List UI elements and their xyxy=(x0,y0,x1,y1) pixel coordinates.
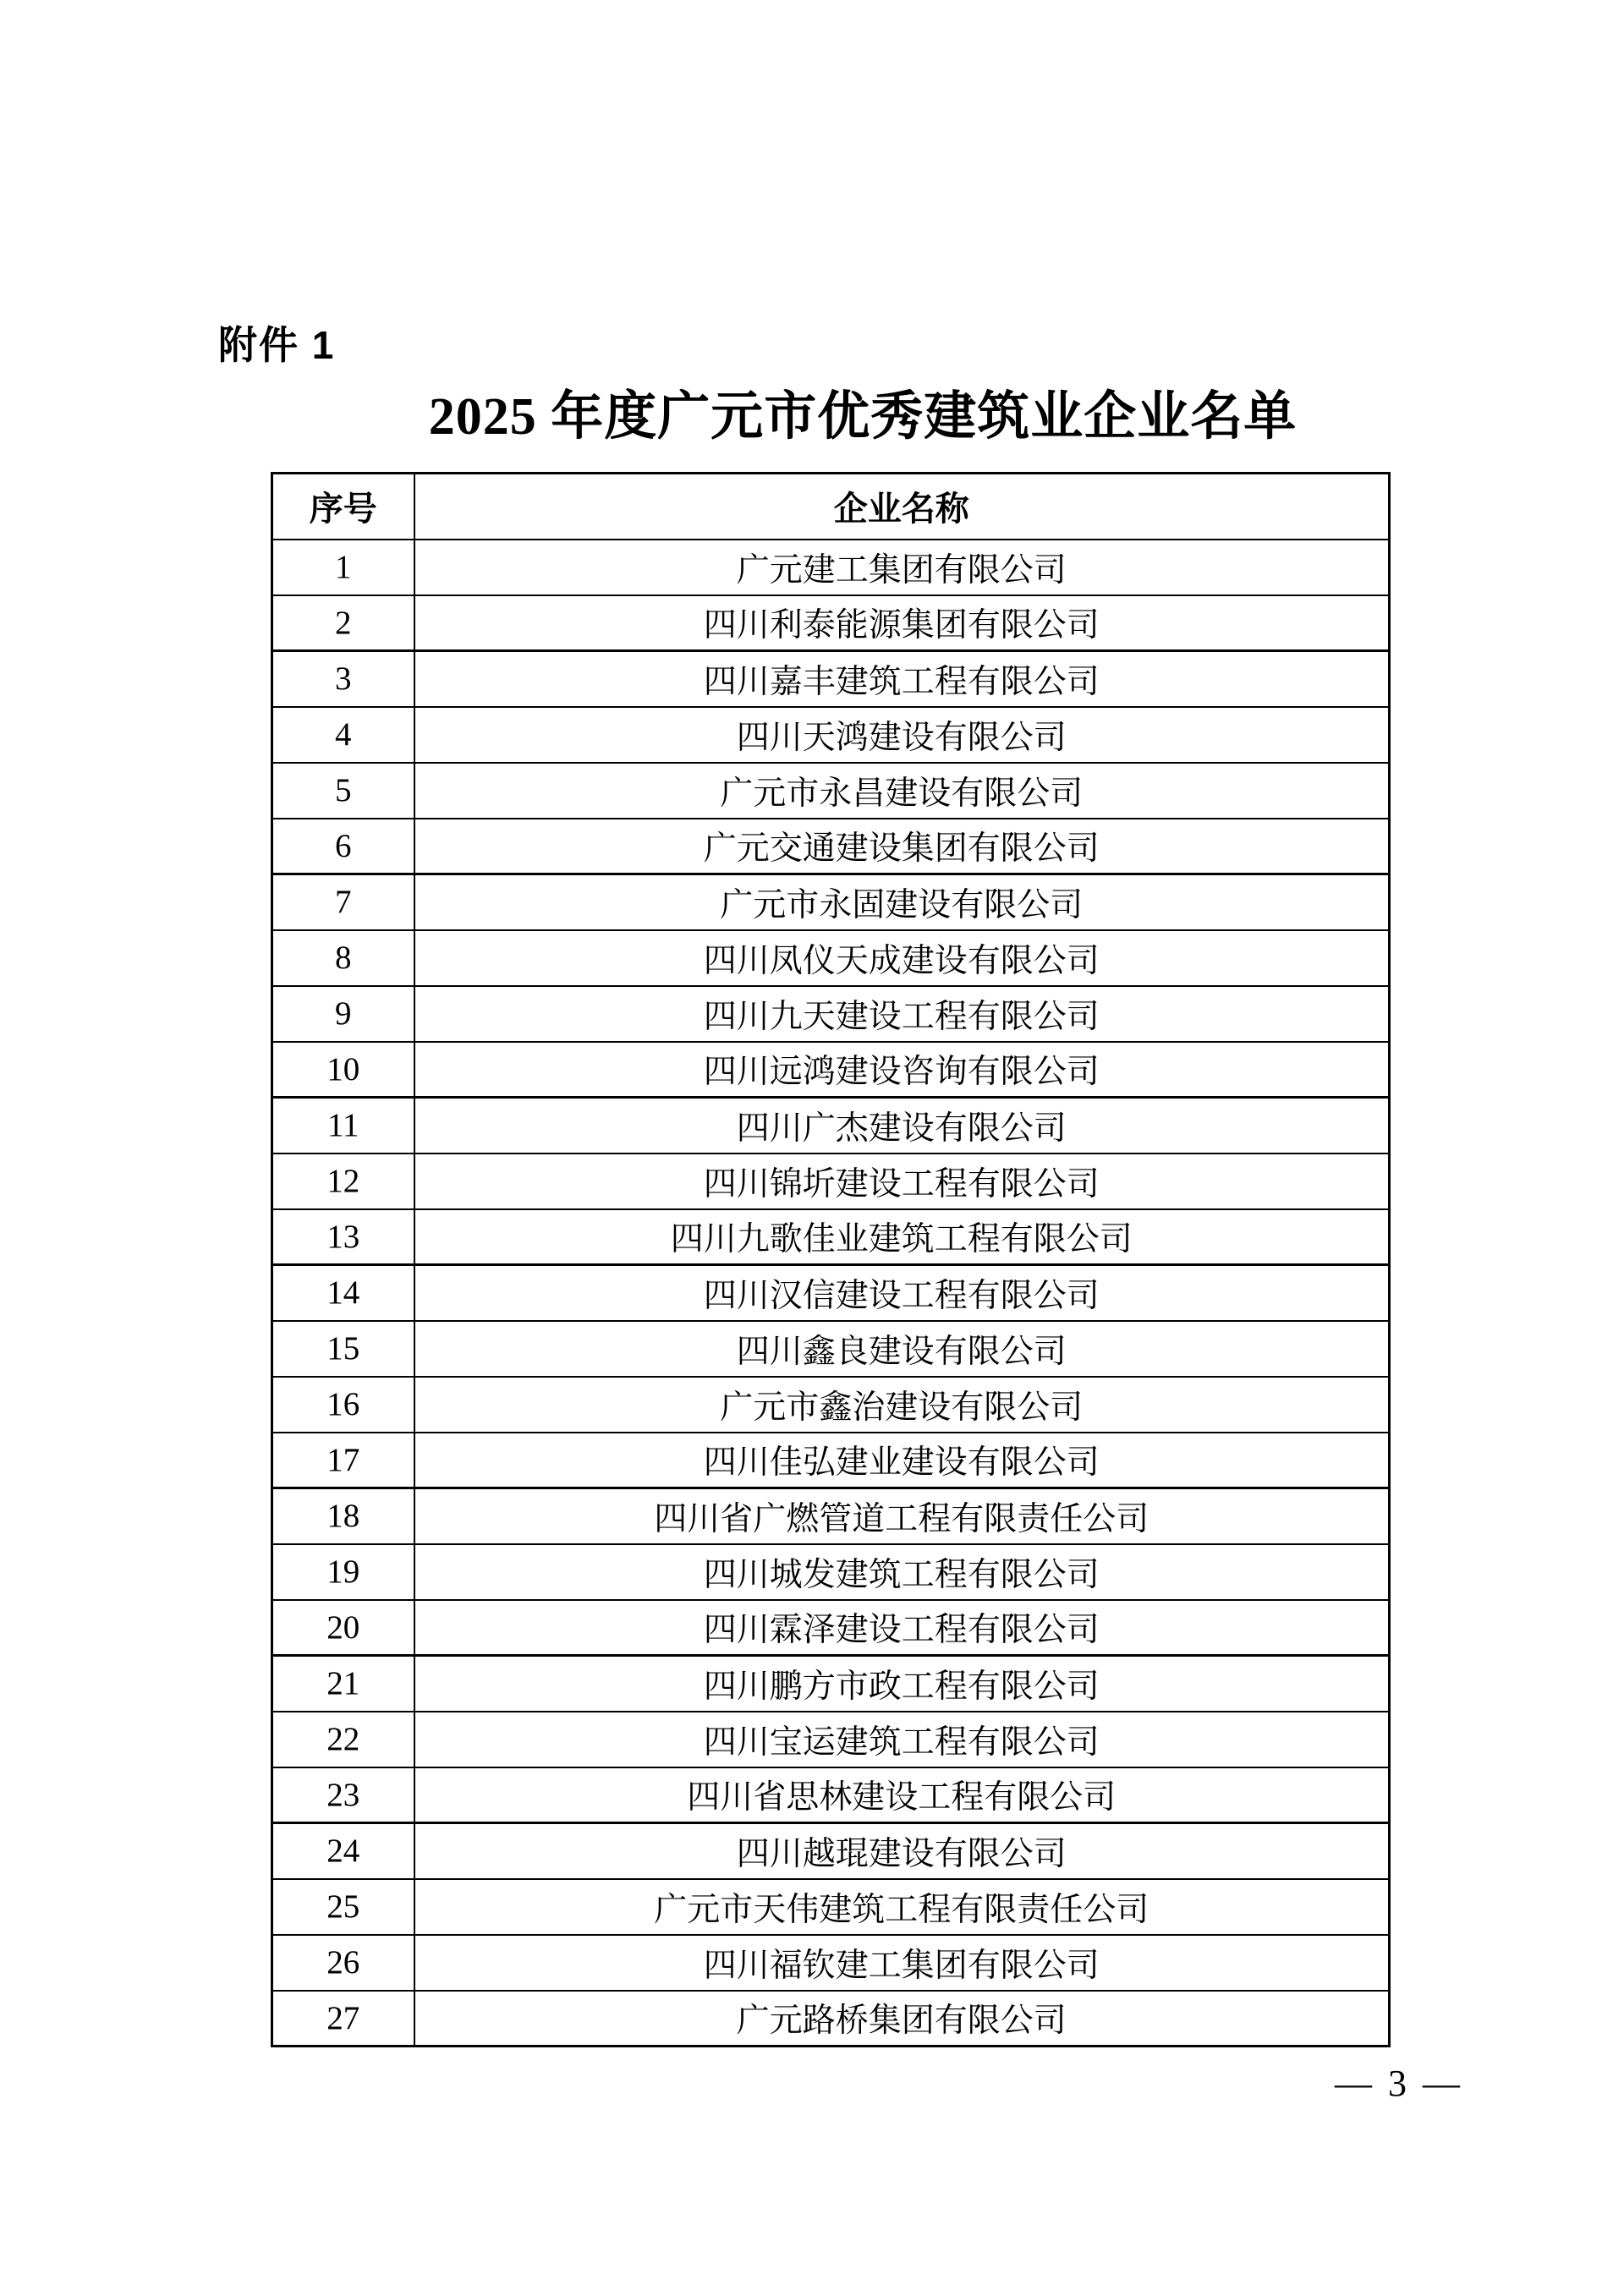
row-number-cell: 25 xyxy=(272,1879,414,1935)
table-row xyxy=(272,1433,1390,1488)
company-name-cell: 四川宝运建筑工程有限公司 xyxy=(414,1712,1390,1767)
table-row xyxy=(272,1321,1390,1377)
company-name-cell: 广元交通建设集团有限公司 xyxy=(414,819,1390,874)
table-row xyxy=(272,1209,1390,1265)
company-name-cell: 四川鑫良建设有限公司 xyxy=(414,1321,1390,1377)
company-name-cell: 广元路桥集团有限公司 xyxy=(414,1991,1390,2047)
table-row xyxy=(272,763,1390,819)
row-number-cell: 21 xyxy=(272,1656,414,1712)
row-number-cell: 6 xyxy=(272,819,414,874)
page-number: — 3 — xyxy=(1335,2063,1463,2104)
page-title: 2025 年度广元市优秀建筑业企业名单 xyxy=(428,388,1298,446)
row-number-cell: 17 xyxy=(272,1433,414,1488)
table-row xyxy=(272,874,1390,930)
table-row xyxy=(272,1377,1390,1433)
table-row xyxy=(272,595,1390,651)
table-row xyxy=(272,1823,1390,1879)
company-name-cell: 四川鹏方市政工程有限公司 xyxy=(414,1656,1390,1712)
table-row xyxy=(272,707,1390,763)
company-name-cell: 四川锦圻建设工程有限公司 xyxy=(414,1153,1390,1209)
row-number-cell: 24 xyxy=(272,1823,414,1879)
enterprise-table xyxy=(271,472,1391,2047)
company-name-cell: 四川省广燃管道工程有限责任公司 xyxy=(414,1488,1390,1544)
company-name-cell: 四川霖泽建设工程有限公司 xyxy=(414,1600,1390,1656)
row-number-cell: 1 xyxy=(272,540,414,595)
company-name-cell: 广元市永固建设有限公司 xyxy=(414,874,1390,930)
table-row xyxy=(272,540,1390,595)
row-number-cell: 9 xyxy=(272,986,414,1042)
row-number-cell: 4 xyxy=(272,707,414,763)
row-number-cell: 8 xyxy=(272,930,414,986)
row-number-cell: 23 xyxy=(272,1767,414,1823)
table-row xyxy=(272,1042,1390,1098)
company-name-cell: 四川汉信建设工程有限公司 xyxy=(414,1265,1390,1321)
row-number-cell: 14 xyxy=(272,1265,414,1321)
company-name-cell: 四川九天建设工程有限公司 xyxy=(414,986,1390,1042)
company-name-cell: 四川越琨建设有限公司 xyxy=(414,1823,1390,1879)
column-header-index: 序号 xyxy=(272,474,414,540)
row-number-cell: 10 xyxy=(272,1042,414,1098)
company-name-cell: 四川天鸿建设有限公司 xyxy=(414,707,1390,763)
table-row xyxy=(272,1935,1390,1991)
row-number-cell: 20 xyxy=(272,1600,414,1656)
company-name-cell: 四川省思林建设工程有限公司 xyxy=(414,1767,1390,1823)
table-row xyxy=(272,1544,1390,1600)
table-row xyxy=(272,1712,1390,1767)
table-body xyxy=(272,540,1390,2047)
company-name-cell: 广元市鑫治建设有限公司 xyxy=(414,1377,1390,1433)
row-number-cell: 5 xyxy=(272,763,414,819)
row-number-cell: 2 xyxy=(272,595,414,651)
row-number-cell: 26 xyxy=(272,1935,414,1991)
table-row xyxy=(272,1656,1390,1712)
table-row xyxy=(272,1879,1390,1935)
row-number-cell: 19 xyxy=(272,1544,414,1600)
company-name-cell: 广元市天伟建筑工程有限责任公司 xyxy=(414,1879,1390,1935)
company-name-cell: 广元市永昌建设有限公司 xyxy=(414,763,1390,819)
company-name-cell: 四川利泰能源集团有限公司 xyxy=(414,595,1390,651)
row-number-cell: 18 xyxy=(272,1488,414,1544)
company-name-cell: 广元建工集团有限公司 xyxy=(414,540,1390,595)
company-name-cell: 四川城发建筑工程有限公司 xyxy=(414,1544,1390,1600)
column-header-name: 企业名称 xyxy=(414,474,1390,540)
attachment-label: 附件 1 xyxy=(218,323,336,367)
table-row xyxy=(272,819,1390,874)
row-number-cell: 3 xyxy=(272,651,414,707)
company-name-cell: 四川远鸿建设咨询有限公司 xyxy=(414,1042,1390,1098)
table-header-row xyxy=(272,474,1390,540)
row-number-cell: 7 xyxy=(272,874,414,930)
company-name-cell: 四川福钦建工集团有限公司 xyxy=(414,1935,1390,1991)
table-row xyxy=(272,651,1390,707)
company-name-cell: 四川广杰建设有限公司 xyxy=(414,1098,1390,1153)
table-row xyxy=(272,986,1390,1042)
company-name-cell: 四川嘉丰建筑工程有限公司 xyxy=(414,651,1390,707)
table-row xyxy=(272,1265,1390,1321)
company-name-cell: 四川九歌佳业建筑工程有限公司 xyxy=(414,1209,1390,1265)
table-row xyxy=(272,1767,1390,1823)
row-number-cell: 12 xyxy=(272,1153,414,1209)
company-name-cell: 四川凤仪天成建设有限公司 xyxy=(414,930,1390,986)
table-row xyxy=(272,1153,1390,1209)
table-row xyxy=(272,1098,1390,1153)
row-number-cell: 11 xyxy=(272,1098,414,1153)
row-number-cell: 16 xyxy=(272,1377,414,1433)
row-number-cell: 13 xyxy=(272,1209,414,1265)
enterprise-table-container xyxy=(271,472,1391,2047)
company-name-cell: 四川佳弘建业建设有限公司 xyxy=(414,1433,1390,1488)
table-row xyxy=(272,1488,1390,1544)
row-number-cell: 27 xyxy=(272,1991,414,2047)
table-row xyxy=(272,1991,1390,2047)
table-row xyxy=(272,1600,1390,1656)
row-number-cell: 22 xyxy=(272,1712,414,1767)
table-row xyxy=(272,930,1390,986)
row-number-cell: 15 xyxy=(272,1321,414,1377)
